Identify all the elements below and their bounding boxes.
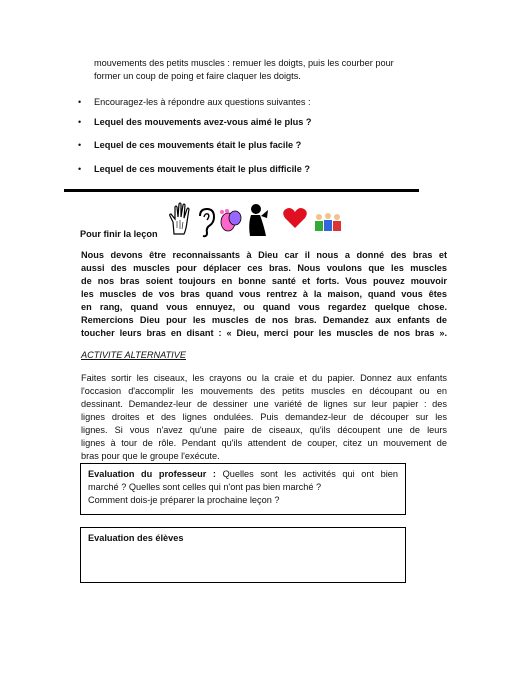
continuation-paragraph <box>94 57 444 83</box>
finish-heading: Pour finir la leçon <box>80 229 158 239</box>
alternative-line: Faites sortir les ciseaux, les crayons ou la craie et du papier. Donnez aux enfants <box>81 373 447 383</box>
teacher-evaluation-line <box>88 468 398 481</box>
bullet-marker: • <box>78 117 82 127</box>
question-hardest: Lequel de ces mouvements était le plus difficile ? <box>94 164 310 174</box>
alternative-line: lignes. Si vous n'avez qu'une paire de ciseaux, qu'ils découpent une de leurs <box>81 425 447 435</box>
finish-line: les muscles de vos bras quand vous rentrez à la maison, quand vous êtes <box>81 289 447 299</box>
finish-line: en rang, quand vous ennuyez, ou quand vous regardez quelque chose. <box>81 302 447 312</box>
teacher-evaluation-line: Comment dois-je préparer la prochaine leçon ? <box>88 495 280 505</box>
hand-icon <box>168 202 192 236</box>
student-evaluation-box <box>80 527 406 583</box>
teacher-evaluation-question: Quelles sont les activités qui ont bien <box>216 469 398 479</box>
alternative-paragraph <box>81 372 447 463</box>
ear-icon <box>196 208 216 238</box>
continuation-line: mouvements des petits muscles : remuer les doigts, puis les courber pour <box>94 58 394 68</box>
alternative-line: lignes droites et des lignes ondulées. Puis demandez-leur de découper sur les <box>81 412 447 422</box>
heart-icon <box>282 206 308 230</box>
bullet-marker: • <box>78 164 82 174</box>
praying-person-icon <box>246 202 272 238</box>
alternative-line: bras pour que le groupe l'exécute. <box>81 451 220 461</box>
teacher-evaluation-label: Evaluation du professeur : <box>88 469 216 479</box>
section-divider <box>64 189 419 192</box>
teacher-evaluation-line: marché ? Quelles sont celles qui n'ont pas bien marché ? <box>88 482 322 492</box>
bullet-marker: • <box>78 140 82 150</box>
teacher-evaluation-box <box>80 463 406 515</box>
question-easiest: Lequel de ces mouvements était le plus facile ? <box>94 140 302 150</box>
finish-paragraph <box>81 249 447 340</box>
student-evaluation-label: Evaluation des élèves <box>88 533 184 543</box>
finish-line: aussi des muscles pour déplacer ces bras. Nous voulons que les muscles <box>81 263 447 273</box>
finish-line: Remercions Dieu pour les muscles de nos bras. Demandez aux enfants de <box>81 315 447 325</box>
children-icon <box>313 212 343 234</box>
alternative-line: l'occasion d'accomplir les mouvements des petits muscles en découpant ou en <box>81 386 447 396</box>
finish-line: Nous devons être reconnaissants à Dieu car il nous a donné des bras et <box>81 250 447 260</box>
alternative-line: dessinant. Demandez-leur de dessiner une variété de lignes sur leur papier : des <box>81 399 447 409</box>
question-favorite: Lequel des mouvements avez-vous aimé le plus ? <box>94 117 312 127</box>
teacher-evaluation-text <box>88 468 398 507</box>
feet-icon <box>218 208 244 236</box>
alternative-heading: ACTIVITE ALTERNATIVE <box>81 350 186 360</box>
icon-strip <box>168 200 368 242</box>
bullet-marker: • <box>78 97 82 107</box>
alternative-line: lignes à tour de rôle. Pendant qu'ils attendent de couper, citez un mouvement de <box>81 438 447 448</box>
finish-line: de nos bras soient toujours en bonne santé et forts. Vous pouvez mouvoir <box>81 276 447 286</box>
finish-line: toucher leurs bras en disant : « Dieu, merci pour les muscles de nos bras ». <box>81 328 447 338</box>
bullet-text: Encouragez-les à répondre aux questions suivantes : <box>94 97 311 107</box>
continuation-line: former un coup de poing et faire claquer les doigts. <box>94 71 301 81</box>
